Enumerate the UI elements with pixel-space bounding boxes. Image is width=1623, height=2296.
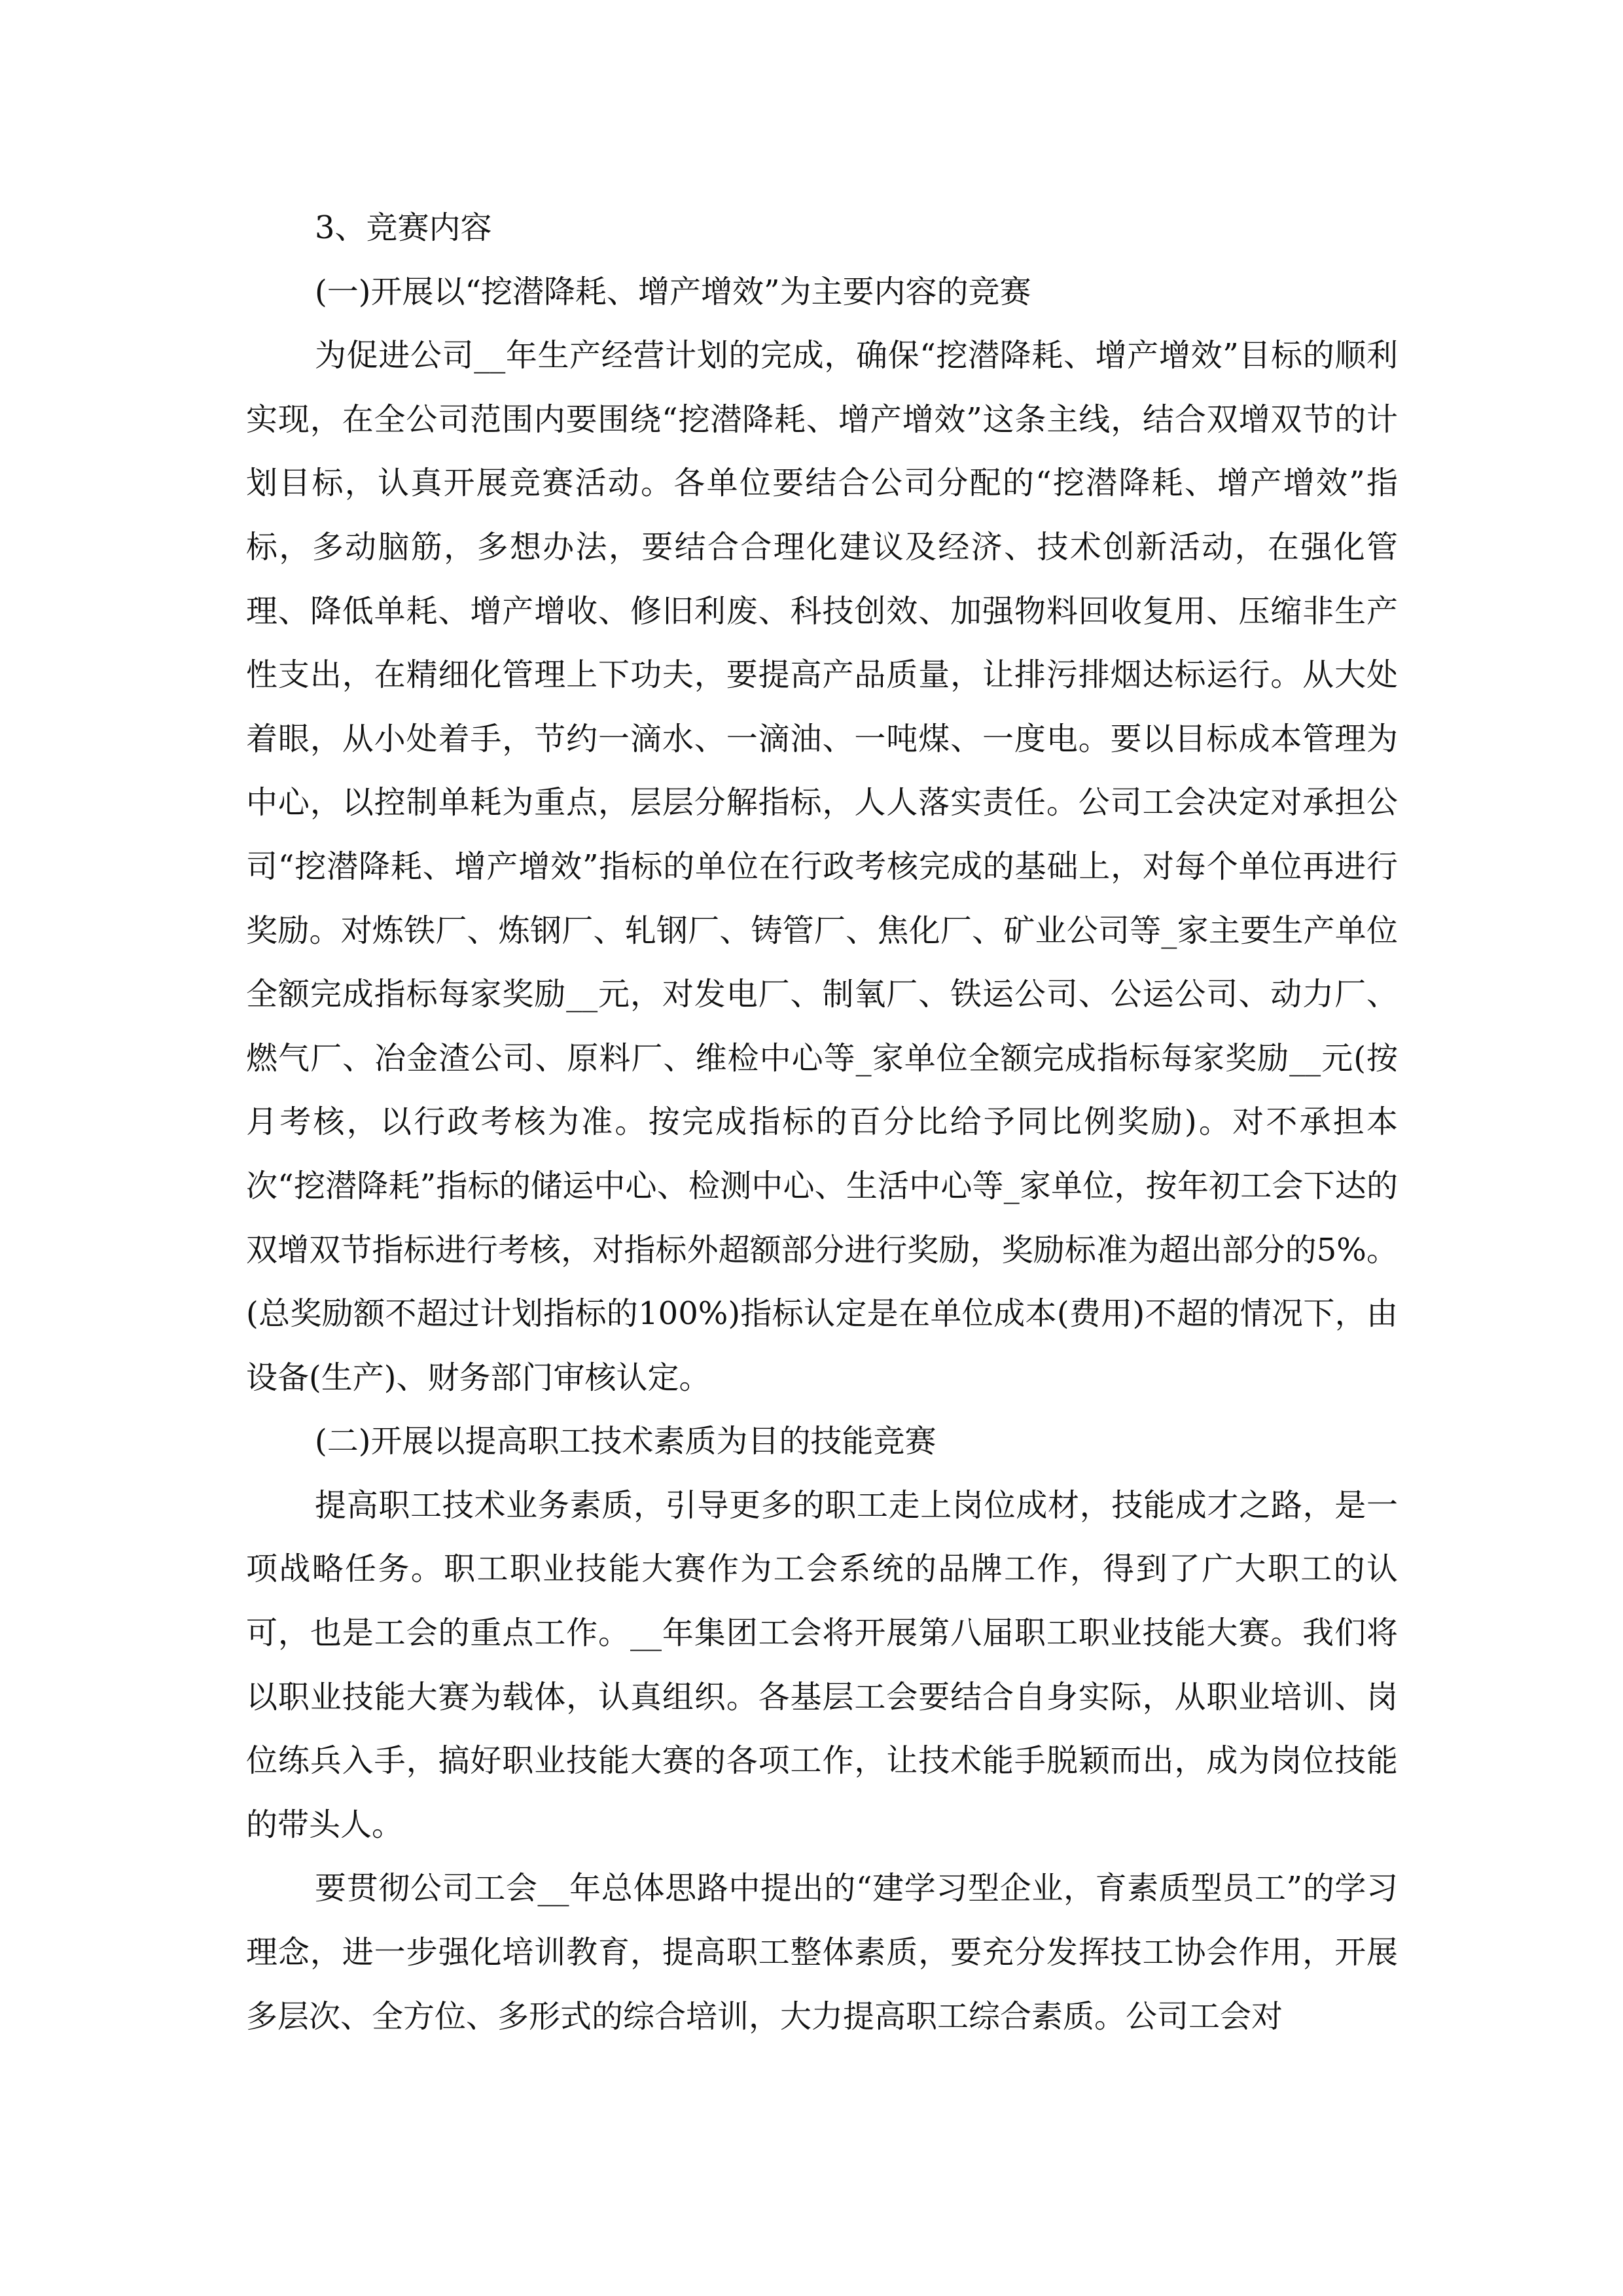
paragraph-skills-competition: 提高职工技术业务素质，引导更多的职工走上岗位成材，技能成才之路，是一项战略任务。职工职业技能大赛作为工会系统的品牌工作，得到了广大职工的认可，也是工会的重点工作。__年集团工会将开展第八届职工职业技能大赛。我们将以职业技能大赛为载体，认真组织。各基层工会要结合自身实际，从职业培训、岗位练兵入手，搞好职业技能大赛的各项工作，让技术能手脱颖而出，成为岗位技能的带头人。 [246,1486,1398,1843]
section-heading-competition-content: 3、竞赛内容 [315,209,492,246]
document-body [246,196,1398,2049]
subsection-heading-cost-reduction: (一)开展以“挖潜降耗、增产增效”为主要内容的竞赛 [315,273,1031,310]
subsection-heading-skills-competition: (二)开展以提高职工技术素质为目的技能竞赛 [315,1423,936,1460]
paragraph-cost-reduction-details: 为促进公司__年生产经营计划的完成，确保“挖潜降耗、增产增效”目标的顺利实现，在全公司范围内要围绕“挖潜降耗、增产增效”这条主线，结合双增双节的计划目标，认真开展竞赛活动。各单位要结合公司分配的“挖潜降耗、增产增效”指标，多动脑筋，多想办法，要结合合理化建议及经济、技术创新活动，在强化管理、降低单耗、增产增收、修旧利废、科技创效、加强物料回收复用、压缩非生产性支出，在精细化管理上下功夫，要提高产品质量，让排污排烟达标运行。从大处着眼，从小处着手，节约一滴水、一滴油、一吨煤、一度电。要以目标成本管理为中心，以控制单耗为重点，层层分解指标，人人落实责任。公司工会决定对承担公司“挖潜降耗、增产增效”指标的单位在行政考核完成的基础上，对每个单位再进行奖励。对炼铁厂、炼钢厂、轧钢厂、铸管厂、焦化厂、矿业公司等_家主要生产单位全额完成指标每家奖励__元，对发电厂、制氧厂、铁运公司、公运公司、动力厂、燃气厂、冶金渣公司、原料厂、维检中心等_家单位全额完成指标每家奖励__元(按月考核，以行政考核为准。按完成指标的百分比给予同比例奖励)。对不承担本次“挖潜降耗”指标的储运中心、检测中心、生活中心等_家单位，按年初工会下达的双增双节指标进行考核，对指标外超额部分进行奖励，奖励标准为超出部分的5%。(总奖励额不超过计划指标的100%)指标认定是在单位成本(费用)不超的情况下，由设备(生产)、财务部门审核认定。 [246,337,1398,1396]
paragraph-learning-concept: 要贯彻公司工会__年总体思路中提出的“建学习型企业，育素质型员工”的学习理念，进一步强化培训教育，提高职工整体素质，要充分发挥技工协会作用，开展多层次、全方位、多形式的综合培训，大力提高职工综合素质。公司工会对 [246,1870,1398,2035]
